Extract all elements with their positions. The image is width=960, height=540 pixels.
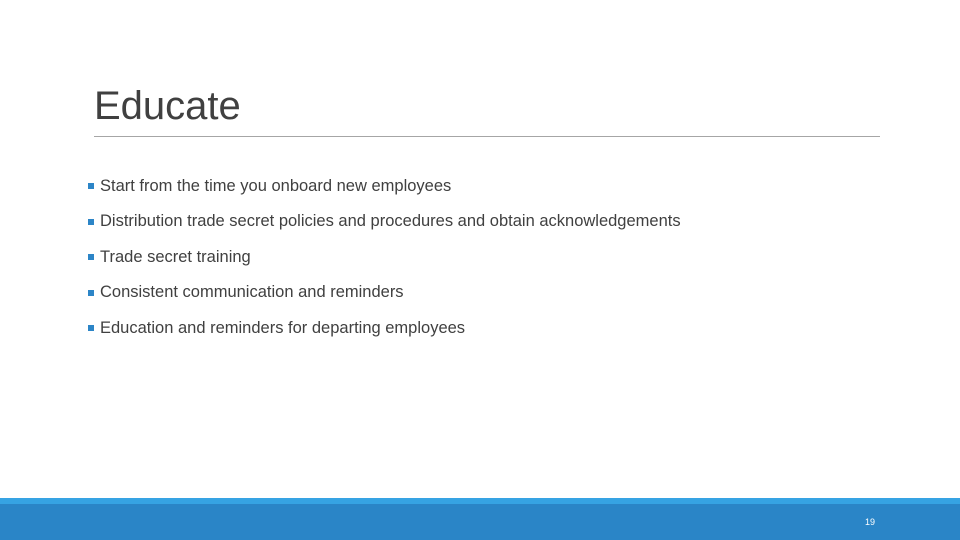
page-number: 19	[864, 517, 875, 527]
bullet-item	[88, 243, 681, 271]
square-bullet-icon	[88, 219, 94, 225]
bullet-item	[88, 279, 681, 307]
slide-title: Educate	[94, 84, 241, 128]
bullet-item	[88, 172, 681, 200]
bullet-list	[88, 172, 681, 350]
bullet-text: Education and reminders for departing employees	[100, 318, 466, 337]
bullet-text: Start from the time you onboard new employees	[100, 176, 452, 195]
square-bullet-icon	[88, 183, 94, 189]
bullet-item	[88, 314, 681, 342]
bullet-text: Distribution trade secret policies and procedures and obtain acknowledgements	[100, 212, 681, 230]
bullet-text: Consistent communication and reminders	[100, 283, 404, 301]
square-bullet-icon	[88, 290, 94, 296]
bullet-item	[88, 208, 681, 236]
footer-band	[0, 504, 960, 540]
square-bullet-icon	[88, 254, 94, 260]
square-bullet-icon	[88, 325, 94, 331]
title-divider	[94, 136, 880, 137]
bullet-text: Trade secret training	[100, 247, 251, 266]
